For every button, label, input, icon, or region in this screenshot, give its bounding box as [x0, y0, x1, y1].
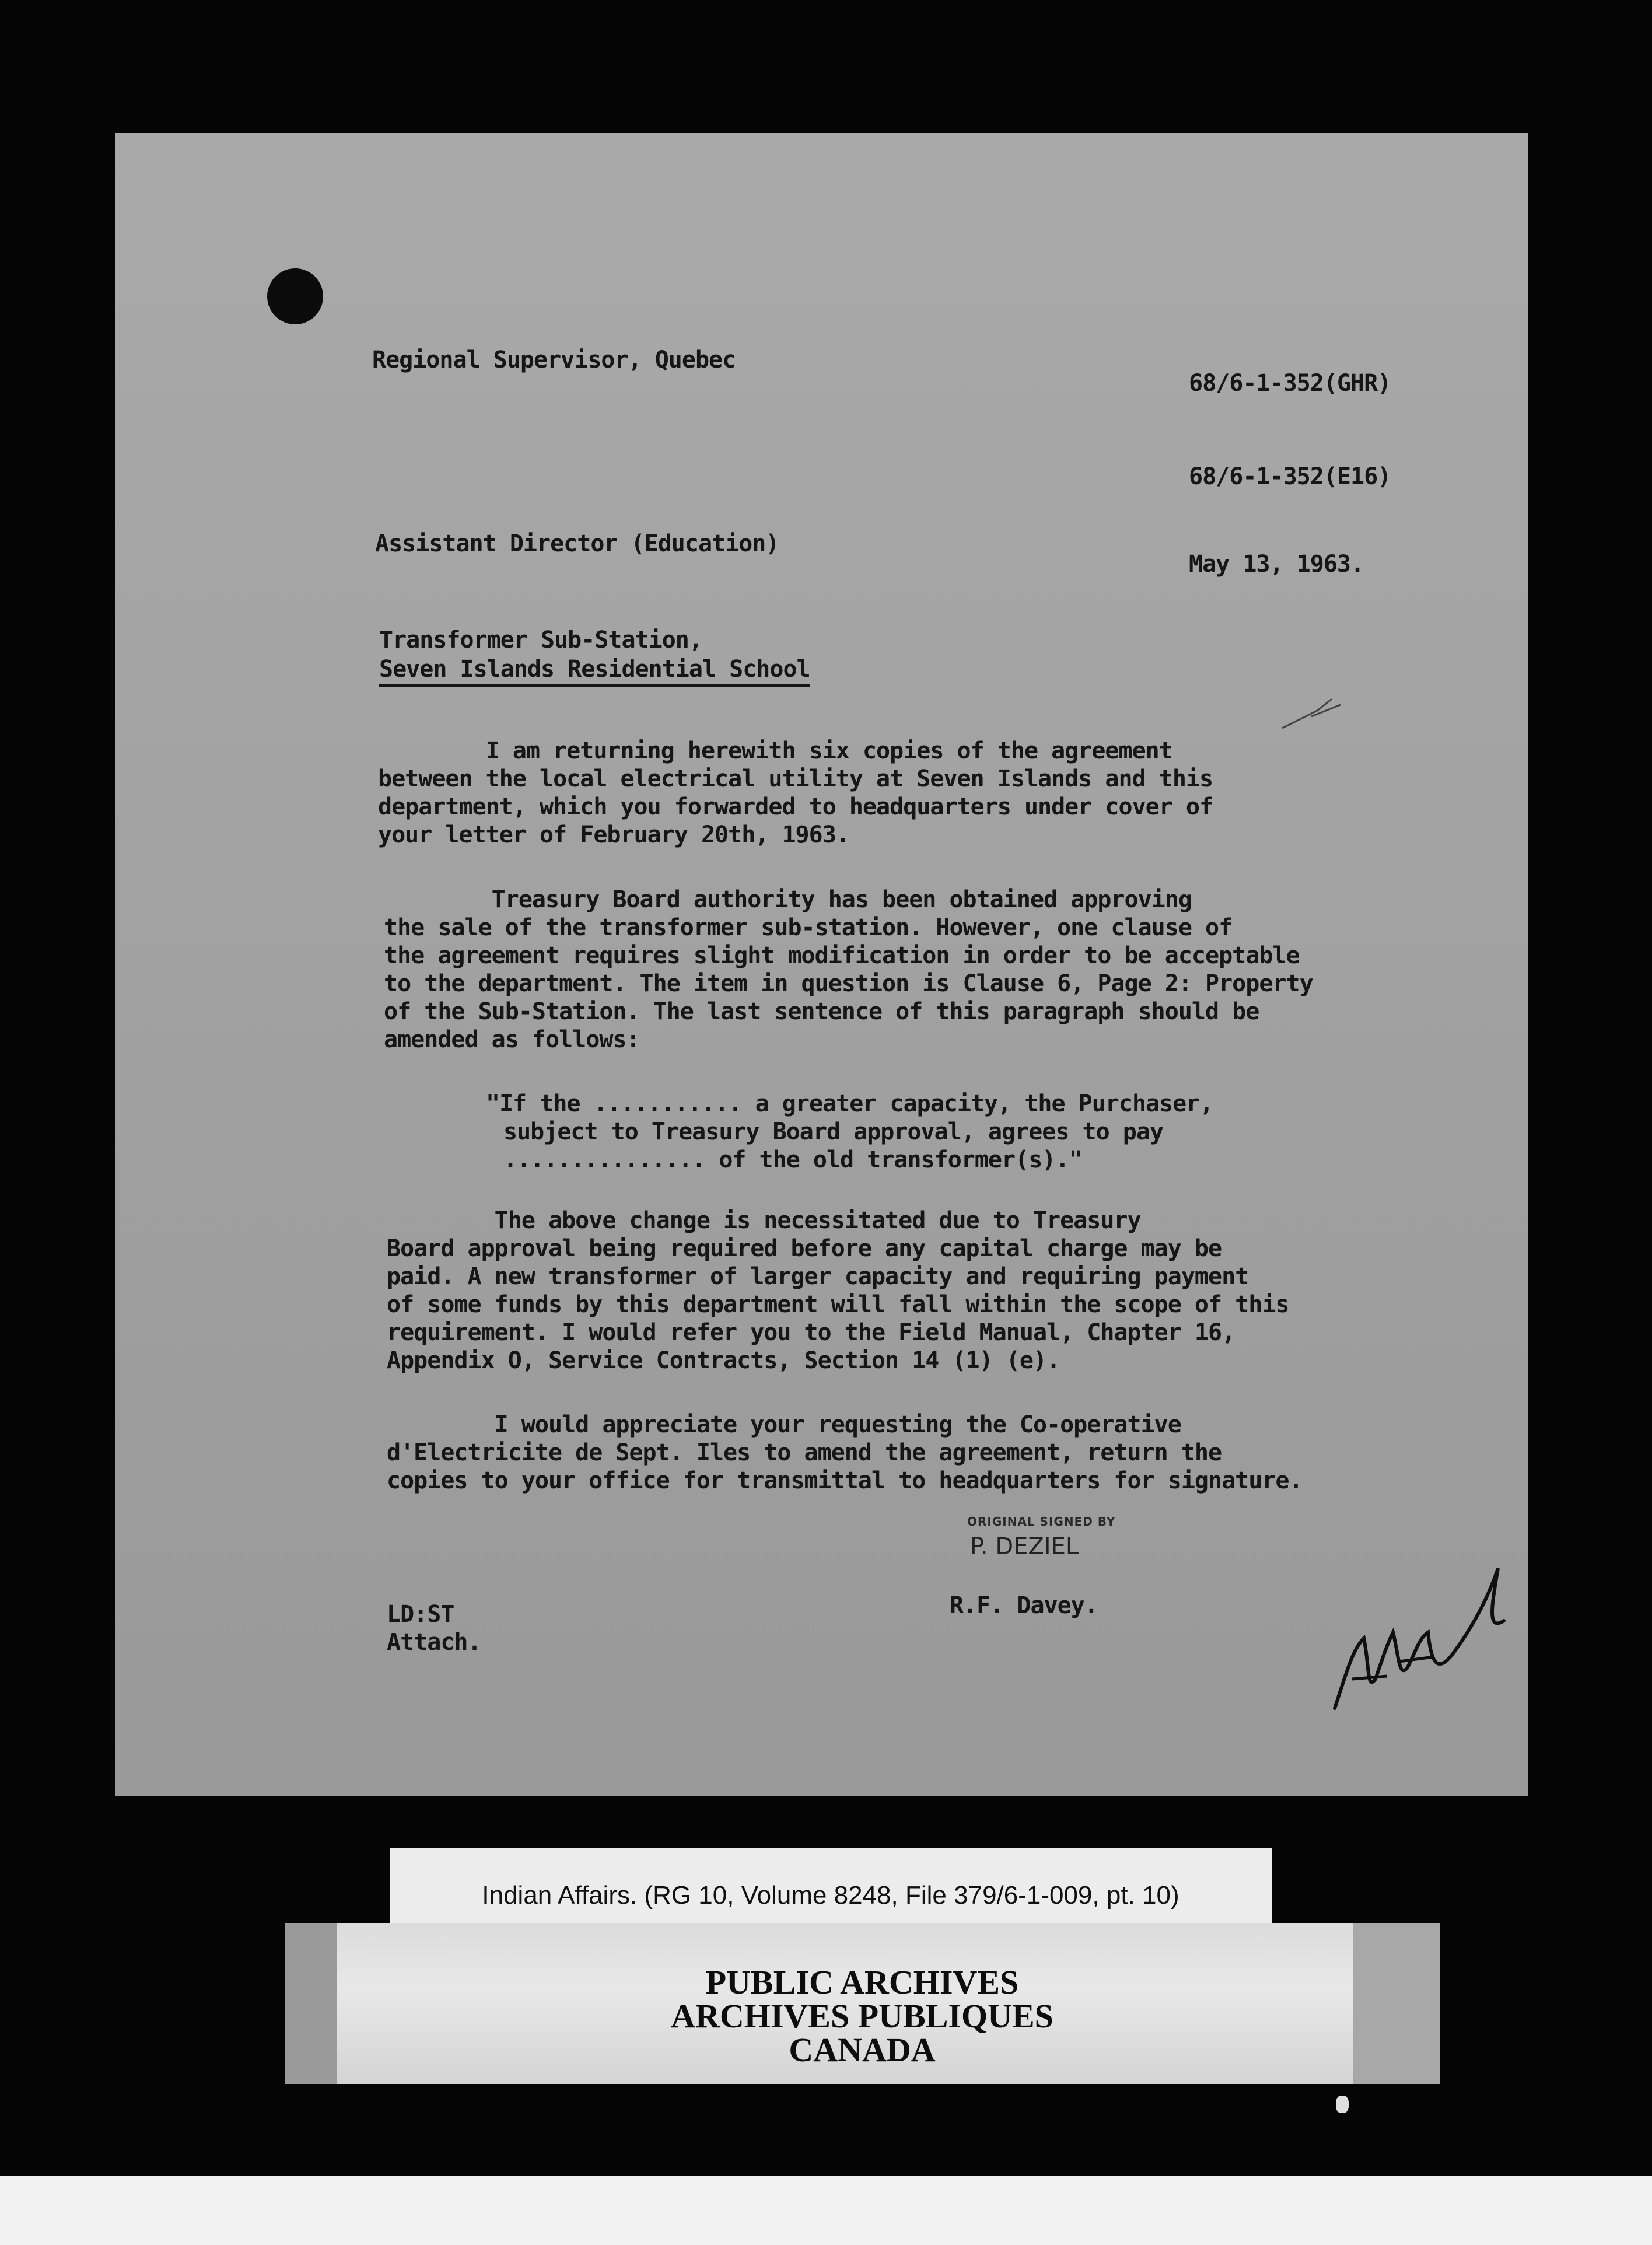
paragraph-line: Board approval being required before any capital charge may be	[387, 1235, 1222, 1262]
handwritten-initials-icon	[1311, 1533, 1521, 1743]
pencil-mark-icon	[1276, 693, 1346, 740]
paragraph-line: amended as follows:	[384, 1026, 640, 1053]
paragraph-line: Appendix O, Service Contracts, Section 14 (1) (e).	[387, 1347, 1060, 1374]
paragraph-line: The above change is necessitated due to Treasury	[387, 1207, 1141, 1234]
punch-hole	[267, 268, 323, 324]
signed-stamp-name: P. DEZIEL	[970, 1533, 1079, 1560]
source-citation: Indian Affairs. (RG 10, Volume 8248, File 379/6-1-009, pt. 10)	[482, 1881, 1180, 1910]
paragraph-line: the sale of the transformer sub-station. However, one clause of	[384, 914, 1233, 941]
frame-bottom-strip	[0, 2176, 1652, 2245]
paragraph-line: requirement. I would refer you to the Field Manual, Chapter 16,	[387, 1319, 1236, 1346]
subject-line-1: Transformer Sub-Station,	[379, 627, 702, 653]
letter-date: May 13, 1963.	[1189, 551, 1364, 578]
enclosure-note: Attach.	[387, 1629, 481, 1656]
paragraph-line: I would appreciate your requesting the Co-operative	[387, 1411, 1181, 1438]
sender: Assistant Director (Education)	[375, 530, 779, 557]
archives-line-french: ARCHIVES PUBLIQUES	[671, 1997, 1054, 2035]
file-reference-ghr: 68/6-1-352(GHR)	[1189, 370, 1391, 397]
subject-line-2: Seven Islands Residential School	[379, 655, 810, 687]
paragraph-line: paid. A new transformer of larger capacity and requiring payment	[387, 1263, 1249, 1290]
recipient: Regional Supervisor, Quebec	[372, 347, 736, 373]
signed-stamp-header: ORIGINAL SIGNED BY	[967, 1515, 1116, 1529]
paragraph-line: I am returning herewith six copies of the agreement	[378, 737, 1172, 764]
letter-sheet	[116, 133, 1528, 1796]
paragraph-line: the agreement requires slight modification in order to be acceptable	[384, 942, 1300, 969]
paragraph-line: your letter of February 20th, 1963.	[378, 821, 849, 848]
paragraph-line: department, which you forwarded to headquarters under cover of	[378, 793, 1213, 820]
signatory-name: R.F. Davey.	[950, 1592, 1098, 1619]
quote-line: subject to Treasury Board approval, agrees to pay	[503, 1118, 1164, 1145]
quote-line: ............... of the old transformer(s)."	[503, 1146, 1083, 1173]
film-speck	[1336, 2096, 1349, 2113]
paragraph-line: copies to your office for transmittal to headquarters for signature.	[387, 1467, 1303, 1494]
paragraph-line: of some funds by this department will fall within the scope of this	[387, 1291, 1289, 1318]
paragraph-line: Treasury Board authority has been obtained approving	[384, 886, 1192, 913]
paragraph-line: of the Sub-Station. The last sentence of this paragraph should be	[384, 998, 1259, 1025]
quote-line: "If the ........... a greater capacity, the Purchaser,	[486, 1090, 1213, 1117]
typist-initials: LD:ST	[387, 1601, 454, 1628]
paragraph-line: d'Electricite de Sept. Iles to amend the agreement, return the	[387, 1439, 1222, 1466]
file-reference-e16: 68/6-1-352(E16)	[1189, 463, 1391, 490]
paragraph-line: to the department. The item in question is Clause 6, Page 2: Property	[384, 970, 1313, 997]
archives-line-english: PUBLIC ARCHIVES	[705, 1963, 1019, 2001]
archives-line-country: CANADA	[789, 2031, 936, 2069]
paragraph-line: between the local electrical utility at Seven Islands and this	[378, 765, 1213, 792]
